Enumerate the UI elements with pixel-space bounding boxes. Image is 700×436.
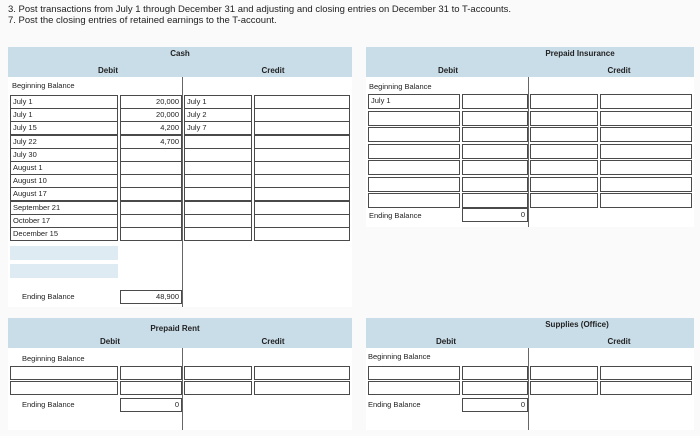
- prepaid-insurance-credit-date-1[interactable]: [530, 111, 598, 126]
- cash-debit-amount-10[interactable]: [120, 227, 182, 241]
- cash-debit-amount-0[interactable]: 20,000: [120, 95, 182, 109]
- cash-debit-amount-2[interactable]: 4,200: [120, 121, 182, 135]
- prepaid-insurance-beginning-label: Beginning Balance: [369, 82, 432, 91]
- prepaid-rent-beginning-label: Beginning Balance: [22, 354, 85, 363]
- cash-credit-amount-6[interactable]: [254, 174, 350, 188]
- cash-credit-date-5[interactable]: [184, 161, 252, 175]
- prepaid-insurance-debit-date-3[interactable]: [368, 144, 460, 159]
- cash-debit-date-7[interactable]: August 17: [10, 187, 118, 201]
- cash-credit-date-4[interactable]: [184, 148, 252, 162]
- prepaid-insurance-credit-date-2[interactable]: [530, 127, 598, 142]
- prepaid-insurance-header: [366, 47, 694, 77]
- prepaid-rent-credit-amount-0[interactable]: [254, 366, 350, 380]
- prepaid-rent-ending-value[interactable]: 0: [120, 398, 182, 412]
- supplies-office-ending-label: Ending Balance: [368, 400, 421, 409]
- cash-ending-label: Ending Balance: [22, 292, 75, 301]
- cash-credit-amount-3[interactable]: [254, 135, 350, 149]
- supplies-office-header: [366, 318, 694, 348]
- cash-debit-date-8[interactable]: September 21: [10, 201, 118, 215]
- cash-header: [8, 47, 352, 77]
- cash-debit-amount-4[interactable]: [120, 148, 182, 162]
- cash-credit-date-0[interactable]: July 1: [184, 95, 252, 109]
- cash-credit-date-7[interactable]: [184, 187, 252, 201]
- cash-ending-value[interactable]: 48,900: [120, 290, 182, 304]
- supplies-office-debit-date-0[interactable]: [368, 366, 460, 380]
- prepaid-insurance-debit-date-1[interactable]: [368, 111, 460, 126]
- prepaid-insurance-title: Prepaid Insurance: [545, 49, 615, 58]
- supplies-office-credit-amount-0[interactable]: [600, 366, 692, 380]
- cash-credit-amount-2[interactable]: [254, 121, 350, 135]
- prepaid-insurance-debit-date-5[interactable]: [368, 177, 460, 192]
- cash-credit-date-2[interactable]: July 7: [184, 121, 252, 135]
- cash-debit-date-0[interactable]: July 1: [10, 95, 118, 109]
- cash-debit-date-10[interactable]: December 15: [10, 227, 118, 241]
- prepaid-insurance-credit-header: Credit: [607, 66, 631, 75]
- cash-credit-amount-4[interactable]: [254, 148, 350, 162]
- supplies-office-debit-date-1[interactable]: [368, 381, 460, 395]
- supplies-office-debit-amount-0[interactable]: [462, 366, 528, 380]
- prepaid-rent-credit-header: Credit: [261, 337, 285, 346]
- prepaid-rent-debit-date-1[interactable]: [10, 381, 118, 395]
- cash-debit-amount-7[interactable]: [120, 187, 182, 201]
- cash-credit-date-1[interactable]: July 2: [184, 108, 252, 122]
- cash-credit-amount-7[interactable]: [254, 187, 350, 201]
- prepaid-insurance-debit-amount-2[interactable]: [462, 127, 528, 142]
- cash-credit-amount-10[interactable]: [254, 227, 350, 241]
- prepaid-insurance-debit-date-0[interactable]: July 1: [368, 94, 460, 109]
- cash-title: Cash: [170, 49, 190, 58]
- prepaid-rent-header: [8, 318, 352, 348]
- prepaid-insurance-credit-amount-5[interactable]: [600, 177, 692, 192]
- prepaid-insurance-divider: [528, 77, 529, 227]
- prepaid-rent-debit-amount-0[interactable]: [120, 366, 182, 380]
- cash-t-account: [8, 47, 352, 307]
- prepaid-insurance-debit-amount-6[interactable]: [462, 193, 528, 208]
- instruction-line-2: 7. Post the closing entries of retained earnings to the T-account.: [8, 15, 277, 26]
- cash-debit-amount-1[interactable]: 20,000: [120, 108, 182, 122]
- cash-credit-amount-5[interactable]: [254, 161, 350, 175]
- cash-t-divider: [182, 77, 183, 307]
- prepaid-rent-title: Prepaid Rent: [150, 324, 200, 333]
- cash-debit-amount-6[interactable]: [120, 174, 182, 188]
- cash-debit-amount-5[interactable]: [120, 161, 182, 175]
- cash-debit-header: Debit: [98, 66, 118, 75]
- cash-credit-date-9[interactable]: [184, 214, 252, 228]
- cash-debit-date-3[interactable]: July 22: [10, 135, 118, 149]
- prepaid-insurance-credit-date-6[interactable]: [530, 193, 598, 208]
- cash-debit-empty-shade-0: [10, 246, 118, 260]
- cash-debit-amount-8[interactable]: [120, 201, 182, 215]
- cash-credit-date-8[interactable]: [184, 201, 252, 215]
- prepaid-rent-debit-amount-1[interactable]: [120, 381, 182, 395]
- supplies-office-credit-header: Credit: [607, 337, 631, 346]
- prepaid-rent-divider: [182, 348, 183, 430]
- prepaid-rent-t-account: [8, 318, 352, 430]
- cash-debit-empty-shade-1: [10, 264, 118, 278]
- cash-debit-amount-9[interactable]: [120, 214, 182, 228]
- prepaid-rent-credit-date-1[interactable]: [184, 381, 252, 395]
- prepaid-insurance-credit-amount-1[interactable]: [600, 111, 692, 126]
- prepaid-insurance-credit-amount-3[interactable]: [600, 144, 692, 159]
- prepaid-insurance-debit-amount-1[interactable]: [462, 111, 528, 126]
- prepaid-rent-credit-date-0[interactable]: [184, 366, 252, 380]
- prepaid-insurance-debit-amount-3[interactable]: [462, 144, 528, 159]
- cash-debit-date-5[interactable]: August 1: [10, 161, 118, 175]
- supplies-office-debit-amount-1[interactable]: [462, 381, 528, 395]
- supplies-office-beginning-label: Beginning Balance: [368, 352, 431, 361]
- prepaid-insurance-credit-date-3[interactable]: [530, 144, 598, 159]
- cash-debit-date-6[interactable]: August 10: [10, 174, 118, 188]
- prepaid-insurance-credit-amount-4[interactable]: [600, 160, 692, 175]
- cash-debit-amount-3[interactable]: 4,700: [120, 135, 182, 149]
- cash-credit-date-3[interactable]: [184, 135, 252, 149]
- prepaid-insurance-debit-amount-5[interactable]: [462, 177, 528, 192]
- cash-debit-date-1[interactable]: July 1: [10, 108, 118, 122]
- prepaid-rent-credit-amount-1[interactable]: [254, 381, 350, 395]
- prepaid-rent-debit-date-0[interactable]: [10, 366, 118, 380]
- prepaid-insurance-debit-date-2[interactable]: [368, 127, 460, 142]
- cash-credit-header: Credit: [261, 66, 285, 75]
- prepaid-insurance-debit-header: Debit: [438, 66, 458, 75]
- prepaid-insurance-t-account: [366, 47, 694, 227]
- prepaid-insurance-credit-date-0[interactable]: [530, 94, 598, 109]
- cash-credit-amount-0[interactable]: [254, 95, 350, 109]
- cash-debit-date-9[interactable]: October 17: [10, 214, 118, 228]
- cash-credit-date-6[interactable]: [184, 174, 252, 188]
- cash-beginning-label: Beginning Balance: [12, 81, 75, 90]
- instruction-line-1: 3. Post transactions from July 1 through December 31 and adjusting and closing entries on December 31 to T-accounts.: [8, 4, 512, 15]
- cash-credit-amount-1[interactable]: [254, 108, 350, 122]
- prepaid-insurance-ending-label: Ending Balance: [369, 211, 422, 220]
- supplies-office-ending-value[interactable]: 0: [462, 398, 528, 412]
- prepaid-insurance-credit-amount-0[interactable]: [600, 94, 692, 109]
- prepaid-insurance-debit-amount-0[interactable]: [462, 94, 528, 109]
- prepaid-insurance-ending-value[interactable]: 0: [462, 208, 528, 222]
- supplies-office-debit-header: Debit: [436, 337, 456, 346]
- cash-debit-date-4[interactable]: July 30: [10, 148, 118, 162]
- supplies-office-credit-date-0[interactable]: [530, 366, 598, 380]
- prepaid-insurance-debit-amount-4[interactable]: [462, 160, 528, 175]
- supplies-office-credit-date-1[interactable]: [530, 381, 598, 395]
- supplies-office-credit-amount-1[interactable]: [600, 381, 692, 395]
- prepaid-rent-debit-header: Debit: [100, 337, 120, 346]
- prepaid-insurance-credit-amount-6[interactable]: [600, 193, 692, 208]
- supplies-office-divider: [528, 348, 529, 430]
- prepaid-insurance-debit-date-6[interactable]: [368, 193, 460, 208]
- prepaid-insurance-debit-date-4[interactable]: [368, 160, 460, 175]
- cash-credit-date-10[interactable]: [184, 227, 252, 241]
- prepaid-insurance-credit-amount-2[interactable]: [600, 127, 692, 142]
- supplies-office-title: Supplies (Office): [545, 320, 609, 329]
- cash-credit-amount-9[interactable]: [254, 214, 350, 228]
- prepaid-insurance-credit-date-4[interactable]: [530, 160, 598, 175]
- cash-credit-amount-8[interactable]: [254, 201, 350, 215]
- prepaid-rent-ending-label: Ending Balance: [22, 400, 75, 409]
- supplies-office-t-account: [366, 318, 694, 430]
- prepaid-insurance-credit-date-5[interactable]: [530, 177, 598, 192]
- cash-debit-date-2[interactable]: July 15: [10, 121, 118, 135]
